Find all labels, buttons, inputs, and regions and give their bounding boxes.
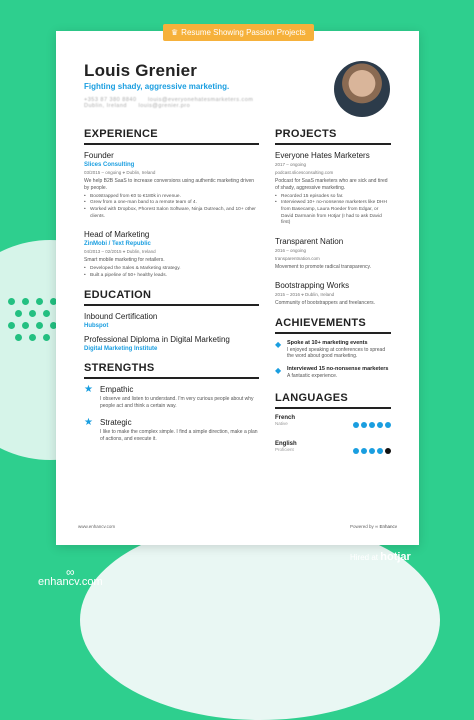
job-description: Smart mobile marketing for retailers. xyxy=(84,257,165,264)
project-item xyxy=(275,151,391,227)
company-name: Slices Consulting xyxy=(84,162,135,168)
tagline: Fighting shady, aggressive marketing. xyxy=(84,82,230,91)
job-bullet: • Bootstrapped from €0 to €180k in revenue. xyxy=(84,194,259,201)
location-text: Dublin, Ireland xyxy=(84,103,127,109)
powered-by-brand: Enhancv xyxy=(379,524,397,529)
hired-at xyxy=(350,551,411,563)
institution-name: Hubspot xyxy=(84,323,109,330)
language-level: Native xyxy=(275,420,288,426)
proficiency-dots xyxy=(351,441,391,459)
project-description: Podcast for SaaS marketers who are sick and tired of shady, aggressive marketing. xyxy=(275,178,388,191)
achievement-title: Interviewed 15 no-nonsense marketers xyxy=(287,366,389,373)
project-name: Transparent Nation xyxy=(275,237,344,247)
badge-label: Resume Showing Passion Projects xyxy=(181,28,306,37)
section-title-education: EDUCATION xyxy=(84,289,259,306)
diamond-icon: ◆ xyxy=(275,339,282,349)
strength-item xyxy=(84,418,259,443)
project-link: transparentnation.com xyxy=(275,256,320,262)
profile-photo xyxy=(334,61,390,117)
institution-name: Digital Marketing Institute xyxy=(84,346,158,353)
job-description: We help B2B SaaS to increase conversions using authentic marketing driven by people. xyxy=(84,178,255,191)
contact-info xyxy=(84,97,263,109)
project-bullet: • Interviewed 10+ no-nonsense marketers like DHH from Basecamp, Laura Roeder from Edgar, or David Darmanin from Hotjar (I had to ask David first) xyxy=(275,200,391,227)
decorative-dots xyxy=(8,298,60,342)
resume-page xyxy=(56,31,419,545)
achievement-title: Spoke at 10+ marketing events xyxy=(287,339,368,346)
strength-name: Strategic xyxy=(100,417,132,427)
enhancv-logo-icon: ∞ xyxy=(375,524,379,529)
project-meta: 2016 – ongoing xyxy=(275,248,307,254)
job-bullet: • Built a pipeline of 50+ healthy leads. xyxy=(84,273,259,280)
proficiency-dots xyxy=(351,415,391,433)
section-title-strengths: STRENGTHS xyxy=(84,362,259,379)
education-item xyxy=(84,335,259,352)
job-meta: 03/2015 – ongoing ⌖ Dublin, Ireland xyxy=(84,170,156,175)
background-blob xyxy=(80,520,440,720)
degree-name: Professional Diploma in Digital Marketing xyxy=(84,335,230,345)
project-bullet: • Recorded 15 episodes so far. xyxy=(275,194,391,201)
experience-item xyxy=(84,230,259,279)
project-name: Everyone Hates Marketers xyxy=(275,151,370,160)
powered-by xyxy=(350,524,397,529)
project-meta: 2017 – ongoing xyxy=(275,162,307,167)
hired-label: Hired at xyxy=(350,553,379,562)
degree-name: Inbound Certification xyxy=(84,312,158,322)
job-bullet: • Grew from a one-man band to a remote team of 4. xyxy=(84,200,259,207)
language-name: French xyxy=(275,414,296,421)
strength-item xyxy=(84,385,259,410)
star-icon: ★ xyxy=(84,416,93,428)
footer-site[interactable]: www.enhancv.com xyxy=(78,524,116,529)
section-title-languages: LANGUAGES xyxy=(275,392,391,409)
project-item xyxy=(275,281,391,307)
hired-company: hotjar xyxy=(380,551,411,563)
website-text: louis@grenier.pro xyxy=(138,103,191,109)
powered-by-label: Powered by xyxy=(349,524,374,529)
phone-text: +353 87 380 8840 xyxy=(84,97,137,103)
crown-icon: ♛ xyxy=(171,28,179,37)
language-level: Proficient xyxy=(275,446,294,452)
experience-item xyxy=(84,151,259,220)
achievement-description: A fantastic experience. xyxy=(287,373,338,380)
project-description: Community of bootstrappers and freelancers. xyxy=(275,299,376,306)
section-title-experience: EXPERIENCE xyxy=(84,128,259,145)
email-text: louis@everyonehatesmarketers.com xyxy=(148,97,254,103)
education-item xyxy=(84,312,259,329)
project-item xyxy=(275,237,391,271)
page-footer xyxy=(78,524,397,529)
company-name: ZinMobi / Text Republic xyxy=(84,241,151,248)
left-column xyxy=(84,128,259,450)
language-item xyxy=(275,415,391,433)
strength-name: Empathic xyxy=(100,385,134,395)
star-icon: ★ xyxy=(84,384,93,396)
enhancv-logo-icon: ∞ xyxy=(66,565,75,579)
project-name: Bootstrapping Works xyxy=(275,280,350,290)
language-name: English xyxy=(275,440,297,447)
section-title-projects: PROJECTS xyxy=(275,128,391,145)
strength-description: I like to make the complex simple. I find a simple direction, make a plan of actions, and execute it. xyxy=(100,428,258,442)
job-role: Founder xyxy=(84,151,114,160)
right-column xyxy=(275,128,391,467)
brand-name: enhancv.com xyxy=(38,576,103,588)
enhancv-brand[interactable] xyxy=(38,565,103,588)
candidate-name: Louis Grenier xyxy=(84,61,198,80)
achievement-item xyxy=(275,340,391,361)
job-meta: 04/2013 – 02/2015 ⌖ Dublin, Ireland xyxy=(84,249,156,255)
section-title-achievements: ACHIEVEMENTS xyxy=(275,317,391,334)
project-meta: 2015 – 2016 ⌖ Dublin, Ireland xyxy=(275,291,335,297)
job-role: Head of Marketing xyxy=(84,230,150,240)
language-item xyxy=(275,441,391,459)
achievement-description: I enjoyed speaking at conferences to spread the word about good marketing. xyxy=(287,346,386,360)
achievement-item xyxy=(275,366,391,380)
project-link: podcast.slicesconsulting.com xyxy=(275,170,334,175)
job-bullet: • Developed the Sales & Marketing strategy. xyxy=(84,266,259,273)
strength-description: I observe and listen to understand. I'm very curious people about why people act and think a certain way. xyxy=(100,396,254,410)
job-bullet: • Worked with Dropbox, Phorest Salon Software, Ninja Outreach, and 10+ other clients. xyxy=(84,207,259,220)
project-description: Movement to promote radical transparency. xyxy=(275,264,372,271)
resume-type-badge xyxy=(163,24,314,41)
diamond-icon: ◆ xyxy=(275,366,282,376)
